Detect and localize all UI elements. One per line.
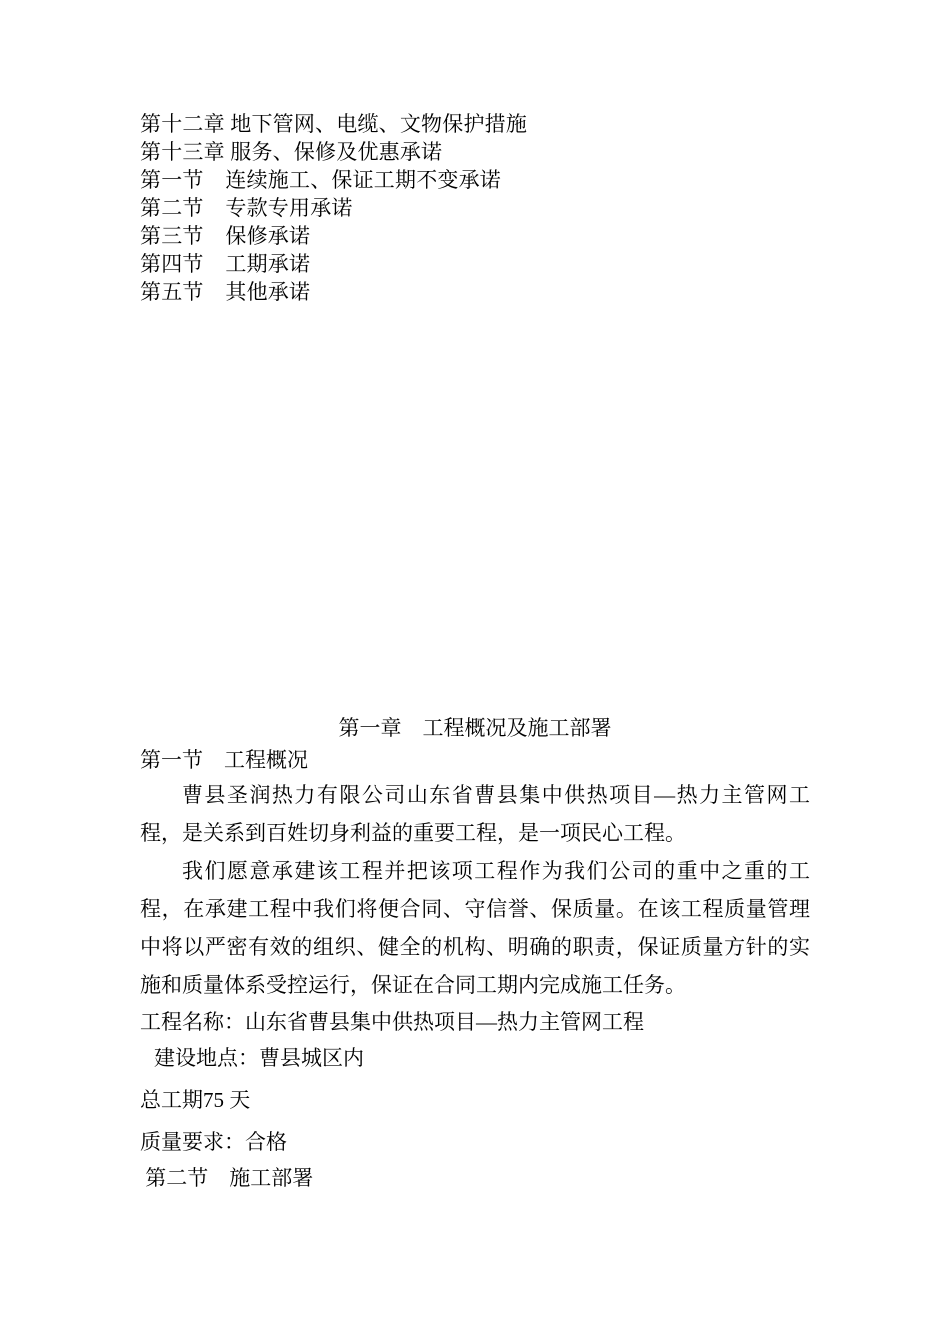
project-quality-line: 质量要求：合格 [140, 1130, 287, 1154]
chapter-title: 第一章 工程概况及施工部署 [338, 716, 612, 740]
section-heading-two: 第二节 施工部署 [140, 1166, 314, 1190]
toc-line: 第二节 专款专用承诺 [140, 196, 353, 220]
toc-line: 第四节 工期承诺 [140, 252, 311, 276]
project-site-line: 建设地点：曹县城区内 [154, 1046, 364, 1070]
blank-space [140, 306, 810, 706]
toc-line: 第五节 其他承诺 [140, 280, 311, 304]
paragraph-project-overview: 曹县圣润热力有限公司山东省曹县集中供热项目—热力主管网工程，是关系到百姓切身利益的重要工程，是一项民心工程。 [140, 783, 810, 845]
toc-line: 第三节 保修承诺 [140, 224, 311, 248]
project-name-line: 工程名称：山东省曹县集中供热项目—热力主管网工程 [140, 1010, 644, 1034]
toc-line: 第十三章 服务、保修及优惠承诺 [140, 140, 443, 164]
section-heading-one: 第一节 工程概况 [140, 748, 308, 772]
table-of-contents [140, 110, 810, 306]
project-duration-line: 总工期75 天 [140, 1088, 251, 1112]
toc-line: 第一节 连续施工、保证工期不变承诺 [140, 168, 501, 192]
toc-line: 第十二章 地下管网、电缆、文物保护措施 [140, 112, 528, 136]
paragraph-commitment: 我们愿意承建该工程并把该项工程作为我们公司的重中之重的工程，在承建工程中我们将便合同、守信誉、保质量。在该工程质量管理中将以严密有效的组织、健全的机构、明确的职责，保证质量方针的实施和质量体系受控运行，保证在合同工期内完成施工任务。 [140, 859, 810, 997]
